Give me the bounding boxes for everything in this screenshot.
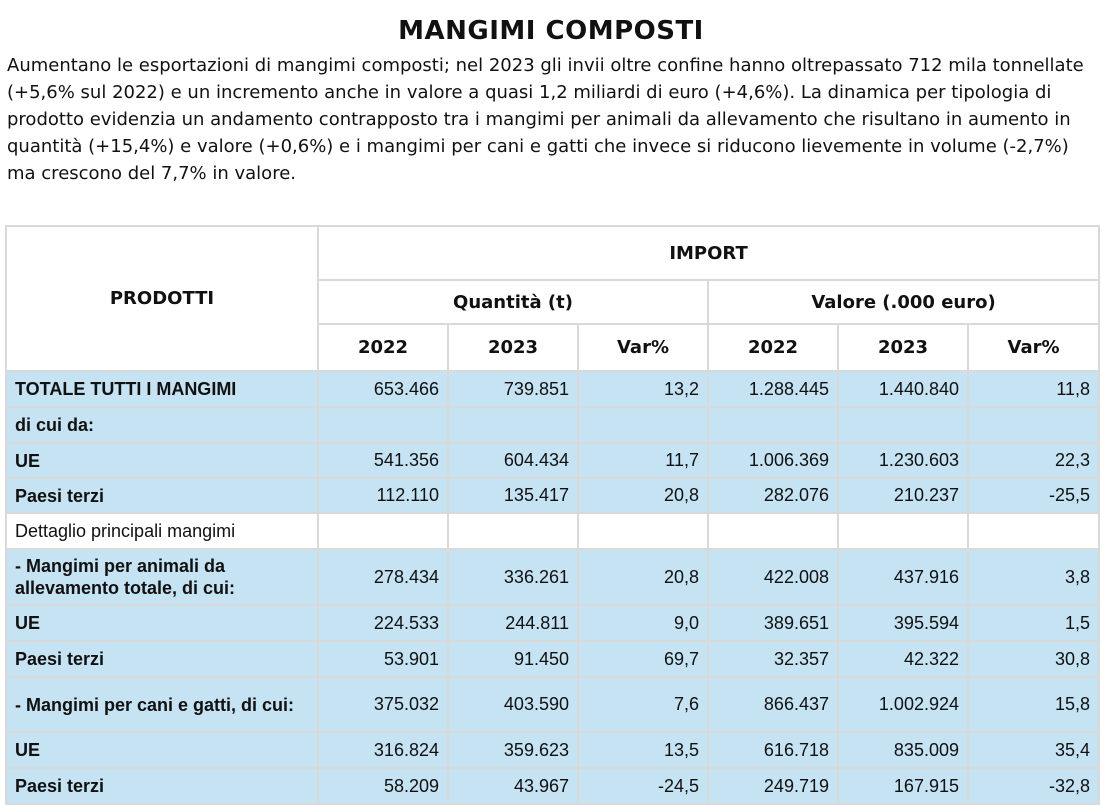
table-cell: 244.811 <box>448 605 578 641</box>
table-cell: 1.006.369 <box>708 443 838 478</box>
table-cell: 20,8 <box>578 549 708 605</box>
table-cell: 375.032 <box>318 677 448 732</box>
table-cell: 91.450 <box>448 641 578 677</box>
table-cell <box>318 513 448 549</box>
row-label: UE <box>6 443 318 478</box>
table-cell: 437.916 <box>838 549 968 605</box>
table-cell: 15,8 <box>968 677 1099 732</box>
table-cell: 112.110 <box>318 478 448 513</box>
table-cell: 22,3 <box>968 443 1099 478</box>
row-label: - Mangimi per cani e gatti, di cui: <box>6 677 318 732</box>
table-row <box>6 677 1099 732</box>
table-row <box>6 768 1099 804</box>
table-cell: 282.076 <box>708 478 838 513</box>
table-cell: 541.356 <box>318 443 448 478</box>
table-cell: 7,6 <box>578 677 708 732</box>
table-cell: 135.417 <box>448 478 578 513</box>
table-cell: 3,8 <box>968 549 1099 605</box>
table-cell: 43.967 <box>448 768 578 804</box>
table-cell: 224.533 <box>318 605 448 641</box>
table-row <box>6 641 1099 677</box>
import-table <box>5 225 1100 805</box>
table-cell: 1,5 <box>968 605 1099 641</box>
table-cell: 395.594 <box>838 605 968 641</box>
table-cell: 210.237 <box>838 478 968 513</box>
table-cell <box>448 407 578 443</box>
table-cell: 249.719 <box>708 768 838 804</box>
table-cell: -25,5 <box>968 478 1099 513</box>
table-cell: 42.322 <box>838 641 968 677</box>
table-cell: 11,8 <box>968 371 1099 407</box>
table-cell <box>968 513 1099 549</box>
table-row <box>6 549 1099 605</box>
table-cell <box>578 513 708 549</box>
table-cell: 35,4 <box>968 732 1099 768</box>
table-cell <box>578 407 708 443</box>
header-valore: Valore (.000 euro) <box>708 280 1099 324</box>
table-cell: 13,5 <box>578 732 708 768</box>
table-cell: 359.623 <box>448 732 578 768</box>
header-year: 2023 <box>448 324 578 371</box>
row-label: TOTALE TUTTI I MANGIMI <box>6 371 318 407</box>
table-cell: -24,5 <box>578 768 708 804</box>
table-cell: 58.209 <box>318 768 448 804</box>
table-row <box>6 732 1099 768</box>
table-cell <box>838 513 968 549</box>
table-cell: 1.002.924 <box>838 677 968 732</box>
row-label: Paesi terzi <box>6 478 318 513</box>
table-cell: 1.230.603 <box>838 443 968 478</box>
row-label: Paesi terzi <box>6 768 318 804</box>
table-cell: 403.590 <box>448 677 578 732</box>
row-label: - Mangimi per animali da allevamento totale, di cui: <box>6 549 318 605</box>
table-row <box>6 605 1099 641</box>
table-cell: 69,7 <box>578 641 708 677</box>
row-label: UE <box>6 732 318 768</box>
table-cell: 316.824 <box>318 732 448 768</box>
page-title: MANGIMI COMPOSTI <box>398 16 704 46</box>
table-cell: 278.434 <box>318 549 448 605</box>
table-cell: 11,7 <box>578 443 708 478</box>
table-cell: 167.915 <box>838 768 968 804</box>
table-cell: 30,8 <box>968 641 1099 677</box>
table-cell: 1.440.840 <box>838 371 968 407</box>
table-cell: 1.288.445 <box>708 371 838 407</box>
table-cell <box>448 513 578 549</box>
header-year: 2022 <box>318 324 448 371</box>
table-cell: 866.437 <box>708 677 838 732</box>
table-cell: 13,2 <box>578 371 708 407</box>
header-import: IMPORT <box>318 226 1099 280</box>
header-year: 2023 <box>838 324 968 371</box>
header-var: Var% <box>578 324 708 371</box>
header-quantita: Quantità (t) <box>318 280 708 324</box>
table-cell <box>318 407 448 443</box>
table-cell <box>838 407 968 443</box>
row-label: Paesi terzi <box>6 641 318 677</box>
table-row <box>6 513 1099 549</box>
table-cell <box>968 407 1099 443</box>
table-cell: 835.009 <box>838 732 968 768</box>
table-row <box>6 443 1099 478</box>
table-cell: 604.434 <box>448 443 578 478</box>
row-label: UE <box>6 605 318 641</box>
table-cell: 9,0 <box>578 605 708 641</box>
table-cell: 422.008 <box>708 549 838 605</box>
header-var: Var% <box>968 324 1099 371</box>
table-cell: 336.261 <box>448 549 578 605</box>
row-label: Dettaglio principali mangimi <box>6 513 318 549</box>
table-cell: -32,8 <box>968 768 1099 804</box>
table-cell: 653.466 <box>318 371 448 407</box>
row-label: di cui da: <box>6 407 318 443</box>
table-row <box>6 478 1099 513</box>
table-cell: 53.901 <box>318 641 448 677</box>
intro-paragraph: Aumentano le esportazioni di mangimi composti; nel 2023 gli invii oltre confine hanno oltrepassato 712 mila tonnellate (+5,6% sul 2022) e un incremento anche in valore a quasi 1,2 miliardi di euro (+4,6%). La dinamica per tipologia di prodotto evidenzia un andamento contrapposto tra i mangimi per animali da allevamento che risultano in aumento in quantità (+15,4%) e valore (+0,6%) e i mangimi per cani e gatti che invece si riducono lievemente in volume (-2,7%) ma crescono del 7,7% in valore. <box>7 55 1084 184</box>
table-cell: 32.357 <box>708 641 838 677</box>
table-row <box>6 371 1099 407</box>
table-cell: 389.651 <box>708 605 838 641</box>
table-cell <box>708 513 838 549</box>
table-cell: 20,8 <box>578 478 708 513</box>
header-year: 2022 <box>708 324 838 371</box>
header-prodotti: PRODOTTI <box>6 226 318 371</box>
table-row <box>6 407 1099 443</box>
table-cell: 739.851 <box>448 371 578 407</box>
table-cell <box>708 407 838 443</box>
table-cell: 616.718 <box>708 732 838 768</box>
